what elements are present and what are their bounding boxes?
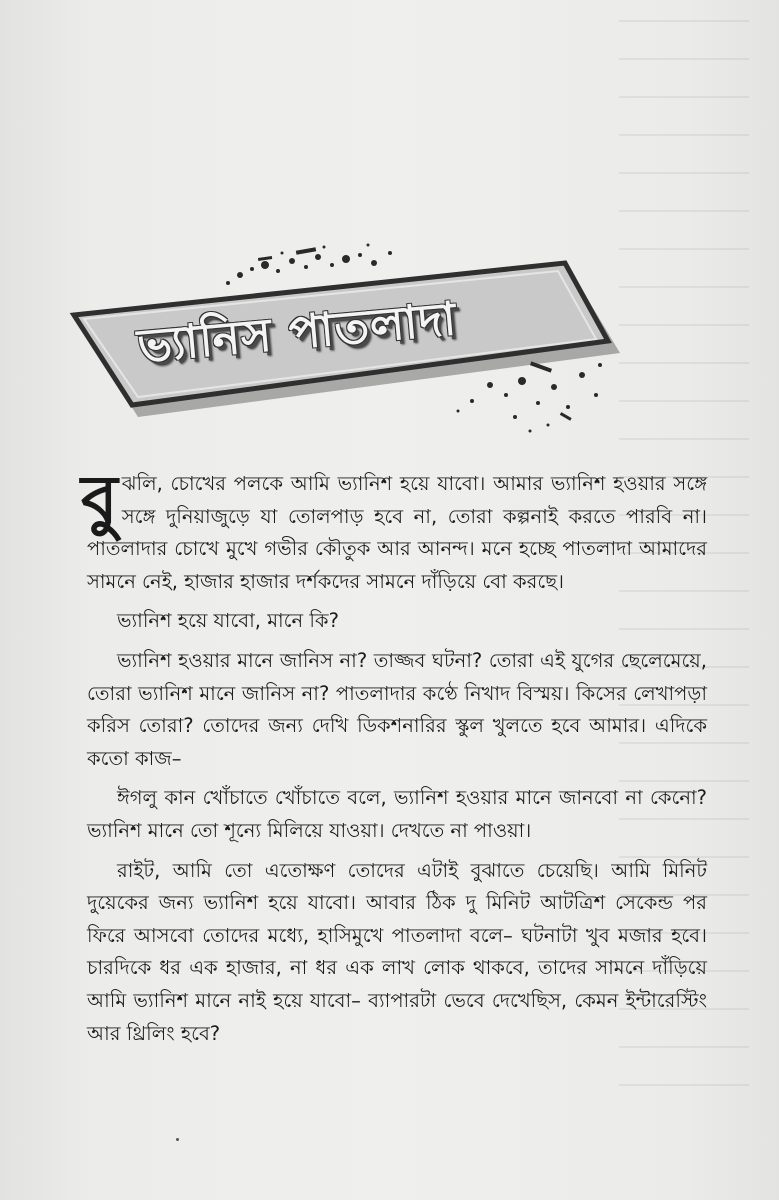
paper-speck — [176, 1138, 179, 1141]
drop-cap: বু — [81, 461, 118, 538]
paragraph-5: রাইট, আমি তো এতোক্ষণ তোদের এটাই বুঝাতে চেয়েছি। আমি মিনিট দুয়েকের জন্য ভ্যানিশ হয়ে যাবো। আবার ঠিক দু মিনিট আটত্রিশ সেকেন্ড পর ফিরে আসবো তোদের মধ্যে, হাসিমুখে পাতলাদা বলে– ঘটনাটা খুব মজার হবে। চারদিকে ধর এক হাজার, না ধর এক লাখ লোক থাকবে, তাদের সামনে দাঁড়িয়ে আমি ভ্যানিশ মানে নাই হয়ে যাবো– ব্যাপারটা ভেবে দেখেছিস, কেমন ইন্টারেস্টিং আর থ্রিলিং হবে? — [87, 858, 707, 1045]
ink-splatter-top — [226, 244, 392, 286]
paragraph-4: ঈগলু কান খোঁচাতে খোঁচাতে বলে, ভ্যানিশ হওয়ার মানে জানবো না কেনো? ভ্যানিশ মানে তো শূন্যে মিলিয়ে যাওয়া। দেখতে না পাওয়া। — [87, 786, 707, 842]
paragraph-1-text: ঝলি, চোখের পলকে আমি ভ্যানিশ হয়ে যাবো। আমার ভ্যানিশ হওয়ার সঙ্গে সঙ্গে দুনিয়াজুড়ে যা তোলপাড় হবে না, তোরা কল্পনাই করতে পারবি না। পাতলাদার চোখে মুখে গভীর কৌতুক আর আনন্দ। মনে হচ্ছে পাতলাদা আমাদের সামনে নেই, হাজার হাজার দর্শকদের সামনে দাঁড়িয়ে বো করছে। — [87, 472, 707, 593]
paragraph-1 — [81, 461, 707, 598]
paragraph-3: ভ্যানিশ হওয়ার মানে জানিস না? তাজ্জব ঘটনা? তোরা এই যুগের ছেলেমেয়ে, তোরা ভ্যানিশ মানে জানিস না? পাতলাদার কণ্ঠে নিখাদ বিস্ময়। কিসের লেখাপড়া করিস তোরা? তোদের জন্য দেখি ডিকশনারির স্কুল খুলতে হবে আমার। এদিকে কতো কাজ– — [87, 648, 707, 770]
chapter-title: ভ্যানিস পাতলাদা — [135, 291, 459, 373]
paragraph-2: ভ্যানিশ হয়ে যাবো, মানে কি? — [117, 609, 339, 633]
chapter-body — [81, 461, 707, 1057]
ink-splatter-bottom — [457, 361, 603, 432]
